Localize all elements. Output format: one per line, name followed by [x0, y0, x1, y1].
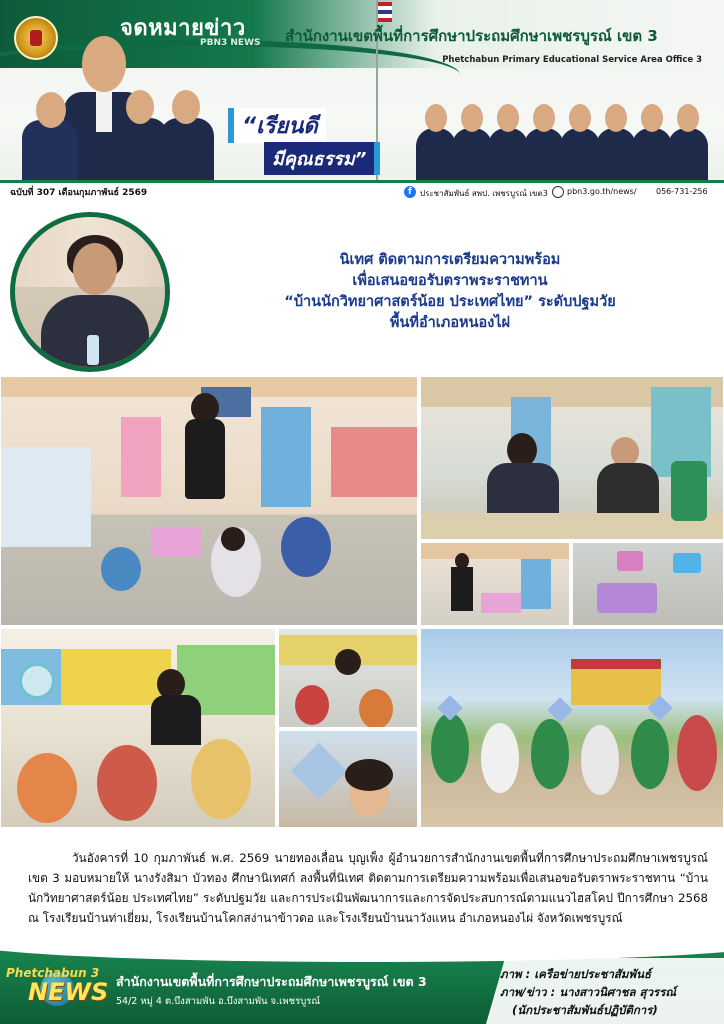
office-name-th: สำนักงานเขตพื้นที่การศึกษาประถมศึกษาเพชรบูรณ์ เขต 3	[285, 27, 658, 45]
globe-icon	[552, 186, 564, 198]
facebook-icon[interactable]: f	[404, 186, 416, 198]
phone-number: 056-731-256	[656, 187, 708, 196]
slogan-line-1: “เรียนดี	[228, 108, 326, 143]
facebook-page-name[interactable]: ประชาสัมพันธ์ สพป. เพชรบูรณ์ เขต3	[420, 189, 548, 198]
photo-teacher-classroom	[420, 542, 570, 626]
thai-flag-icon	[378, 2, 392, 22]
headline-line-3: “บ้านนักวิทยาศาสตร์น้อย ประเทศไทย” ระดับปฐมวัย	[284, 294, 616, 310]
footer-address: 54/2 หมู่ 4 ต.บึงสามพัน อ.บึงสามพัน จ.เพชรบูรณ์	[116, 996, 321, 1007]
photo-supervisor-meeting	[420, 376, 724, 540]
newsletter-header	[0, 0, 724, 205]
supervisor-portrait	[10, 212, 170, 372]
brand-subtitle: PBN3 NEWS	[200, 38, 261, 48]
photo-alphabet-classroom	[0, 628, 276, 828]
office-name-en: Phetchabun Primary Educational Service Area Office 3	[442, 55, 702, 65]
photo-pinwheel-girl	[278, 730, 418, 828]
photo-classroom-activity	[0, 376, 418, 626]
headline-line-4: พื้นที่อำเภอหนองไผ่	[389, 315, 511, 331]
slogan-line-2: มีคุณธรรม”	[264, 142, 380, 175]
slogan	[218, 108, 408, 178]
article-body: วันอังคารที่ 10 กุมภาพันธ์ พ.ศ. 2569 นายทองเลื่อน บุญเพ็ง ผู้อำนวยการสำนักงานเขตพื้นที่การศึกษาประถมศึกษาเพชรบูรณ์ เขต 3 มอบหมายให้ นางรังสิมา บัวทอง ศึกษานิเทศก์ ลงพื้นที่นิเทศ ติดตามการเตรียมความพร้อมเพื่อเสนอขอรับตราพระราชทาน “บ้านนักวิทยาศาสตร์น้อย ประเทศไทย” ระดับปฐมวัย และการประเมินพัฒนาการและการจัดประสบการณ์ตามแนวไฮสโคป ปีการศึกษา 2568 ณ โรงเรียนบ้านท่าเยี่ยม, โรงเรียนบ้านโคกสง่านาข้าวดอ และโรงเรียนบ้านนาวังแหน อำเภอหนองไผ่ จังหวัดเพชรบูรณ์	[28, 851, 708, 925]
headline-line-2: เพื่อเสนอขอรับตราพระราชทาน	[352, 273, 548, 289]
footer-office-name: สำนักงานเขตพื้นที่การศึกษาประถมศึกษาเพชรบูรณ์ เขต 3	[116, 974, 427, 989]
footer-logo-top: Phetchabun 3	[6, 966, 100, 980]
website-link[interactable]: pbn3.go.th/news/	[567, 187, 637, 196]
issue-number: ฉบับที่ 307 เดือนกุมภาพันธ์ 2569	[10, 188, 148, 198]
headline-line-1: นิเทศ ติดตามการเตรียมความพร้อม	[339, 252, 561, 268]
photo-children-activity	[278, 628, 418, 728]
photo-outdoor-pinwheels	[420, 628, 724, 828]
photo-credit: ภาพ : เครือข่ายประชาสัมพันธ์	[500, 967, 651, 981]
obec-logo-icon	[14, 16, 58, 60]
headline-title	[190, 250, 710, 334]
news-credit: ภาพ/ข่าว : นางสาวนิศาชล สุวรรณ์	[500, 985, 677, 999]
photo-learning-materials	[572, 542, 724, 626]
credit-role: (นักประชาสัมพันธ์ปฏิบัติการ)	[512, 1003, 658, 1017]
brand-title: จดหมายข่าว	[120, 16, 246, 41]
footer-logo-news: NEWS	[28, 978, 109, 1006]
